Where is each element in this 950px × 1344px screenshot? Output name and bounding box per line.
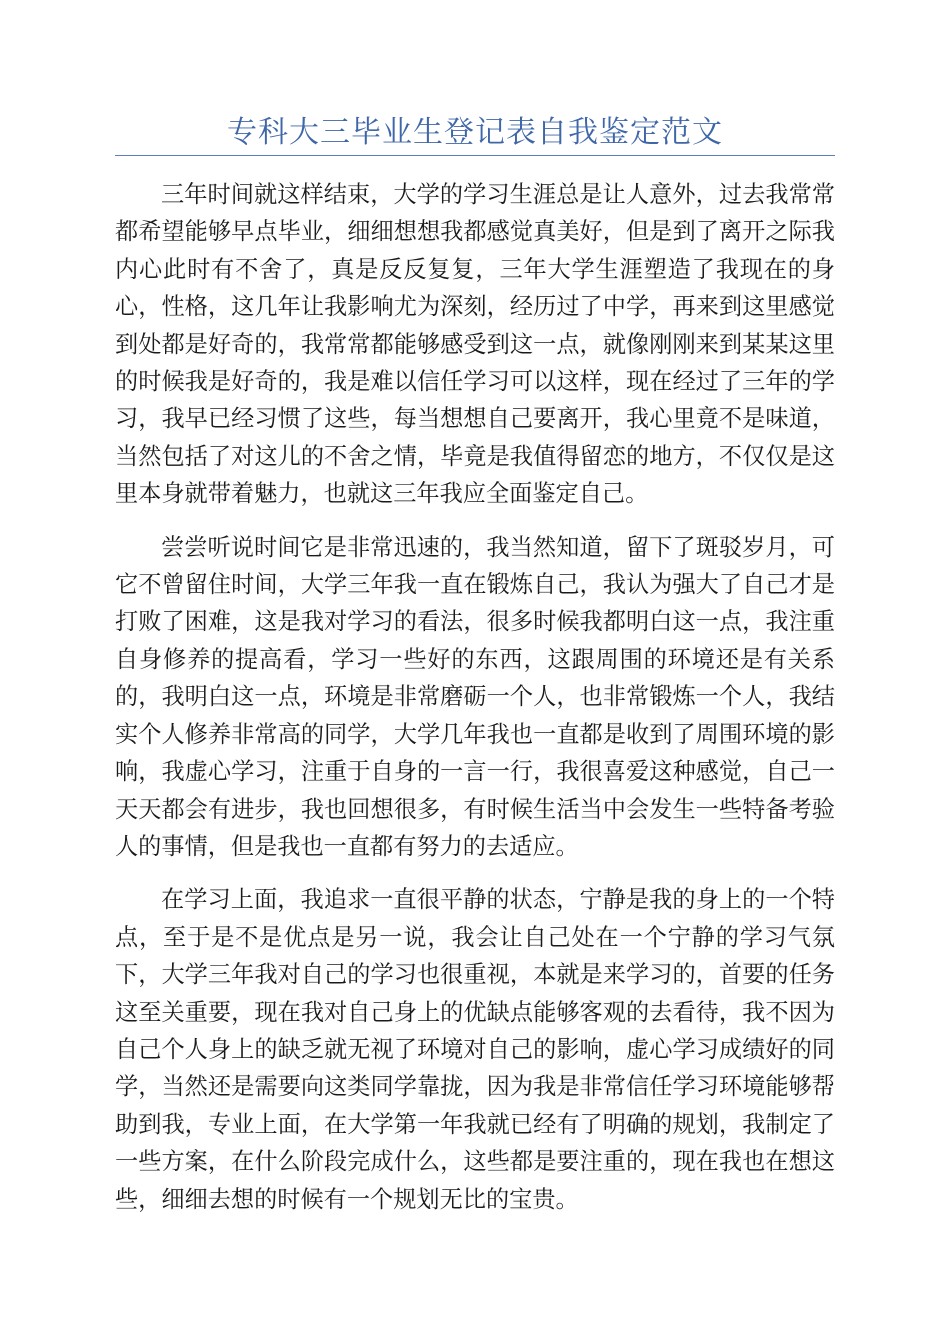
document-title: 专科大三毕业生登记表自我鉴定范文 xyxy=(227,115,723,150)
paragraph-3: 在学习上面，我追求一直很平静的状态，宁静是我的身上的一个特点，至于是不是优点是另一说，我会让自己处在一个宁静的学习气氛下，大学三年我对自己的学习也很重视，本就是来学习的，首要的任务这至关重要，现在我对自己身上的优缺点能够客观的去看待，我不因为自己个人身上的缺乏就无视了环境对自己的影响，虚心学习成绩好的同学，当然还是需要向这类同学靠拢，因为我是非常信任学习环境能够帮助到我，专业上面，在大学第一年我就已经有了明确的规划，我制定了一些方案，在什么阶段完成什么，这些都是要注重的，现在我也在想这些，细细去想的时候有一个规划无比的宝贵。 xyxy=(115,886,835,1213)
paragraph-1: 三年时间就这样结束，大学的学习生涯总是让人意外，过去我常常都希望能够早点毕业，细细想想我都感觉真美好，但是到了离开之际我内心此时有不舍了，真是反反复复，三年大学生涯塑造了我现在的身心，性格，这几年让我影响尤为深刻，经历过了中学，再来到这里感觉到处都是好奇的，我常常都能够感受到这一点，就像刚刚来到某某这里的时候我是好奇的，我是难以信任学习可以这样，现在经过了三年的学习，我早已经习惯了这些，每当想想自己要离开，我心里竟不是味道，当然包括了对这儿的不舍之情，毕竟是我值得留恋的地方，不仅仅是这里本身就带着魅力，也就这三年我应全面鉴定自己。 xyxy=(115,181,835,508)
paragraph-2: 尝尝听说时间它是非常迅速的，我当然知道，留下了斑驳岁月，可它不曾留住时间，大学三年我一直在锻炼自己，我认为强大了自己才是打败了困难，这是我对学习的看法，很多时候我都明白这一点，我注重自身修养的提高看，学习一些好的东西，这跟周围的环境还是有关系的，我明白这一点，环境是非常磨砺一个人，也非常锻炼一个人，我结实个人修养非常高的同学，大学几年我也一直都是收到了周围环境的影响，我虚心学习，注重于自身的一言一行，我很喜爱这种感觉，自己一天天都会有进步，我也回想很多，有时候生活当中会发生一些特备考验人的事情，但是我也一直都有努力的去适应。 xyxy=(115,533,835,860)
document-body xyxy=(115,176,835,1234)
title-underline xyxy=(115,155,835,156)
